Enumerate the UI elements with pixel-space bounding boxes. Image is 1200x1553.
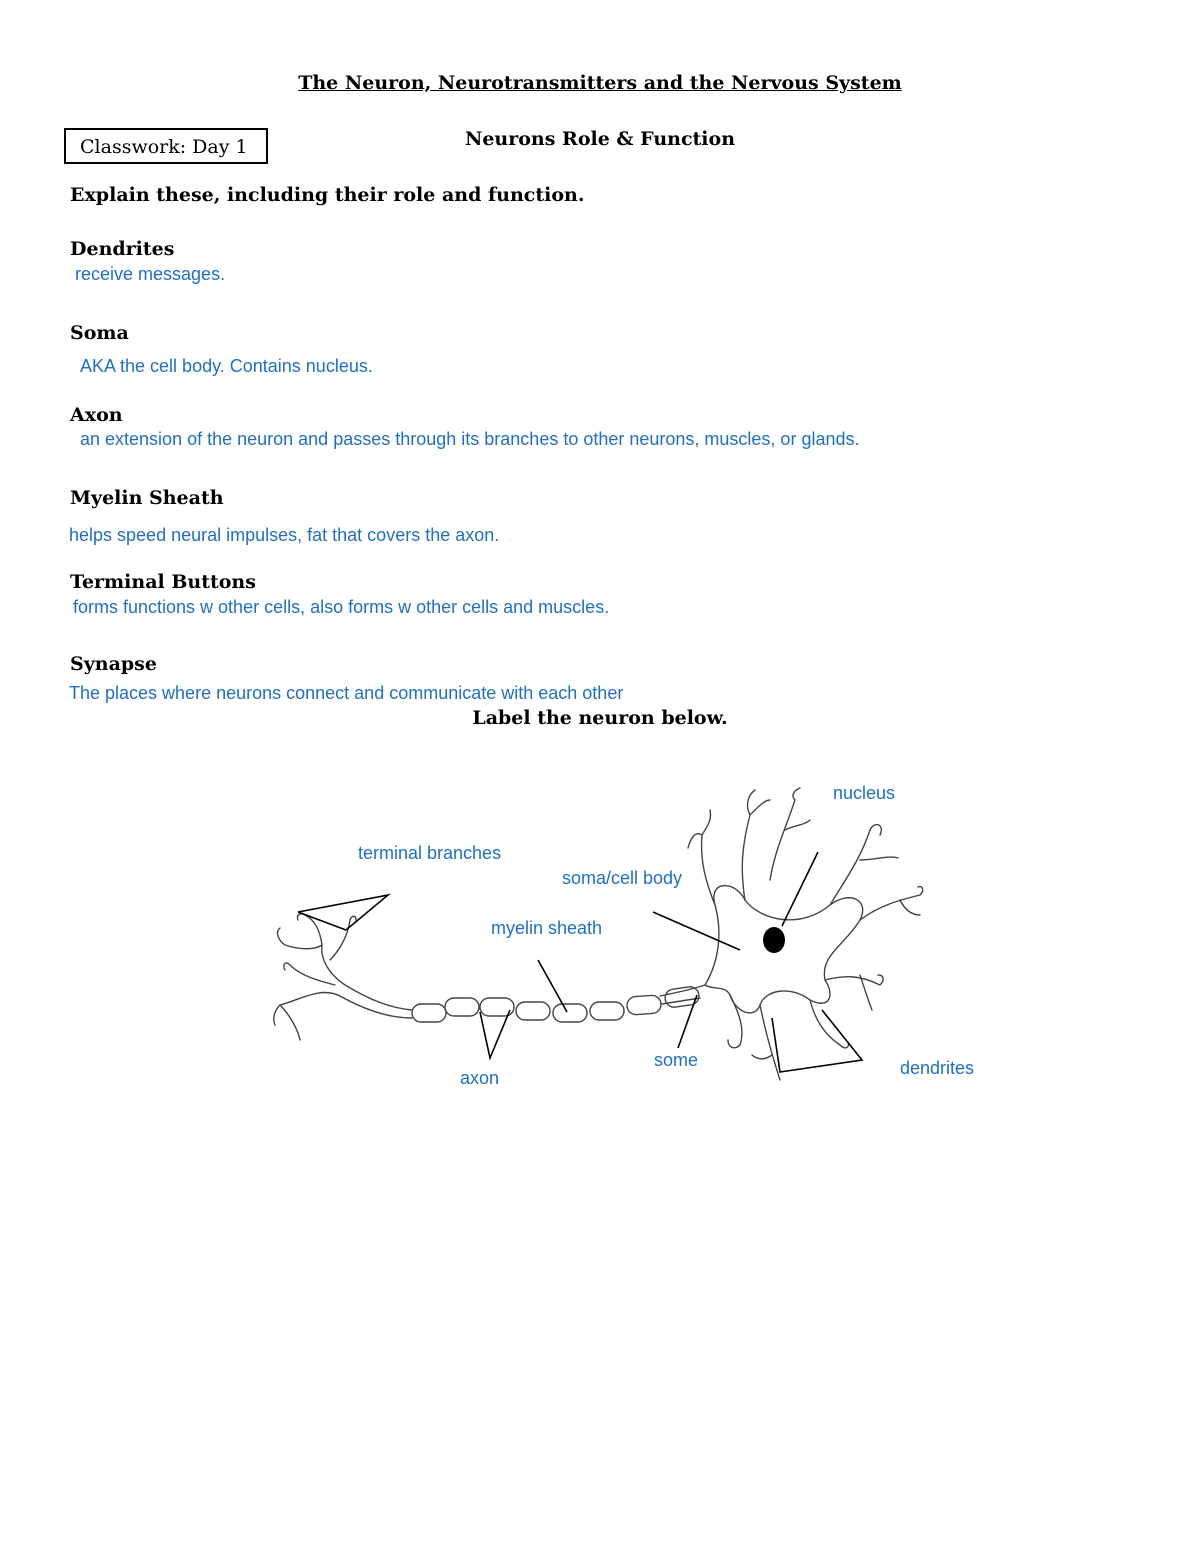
term-synapse: Synapse [70, 653, 157, 675]
label-terminal-branches: terminal branches [358, 843, 502, 863]
term-axon: Axon [70, 404, 123, 426]
page-title: The Neuron, Neurotransmitters and the Nervous System [298, 72, 902, 94]
answer-dendrites: receive messages. [75, 264, 226, 284]
term-myelin-sheath: Myelin Sheath [70, 487, 224, 509]
label-dendrites: dendrites [900, 1058, 975, 1078]
term-terminal-buttons: Terminal Buttons [70, 571, 256, 593]
label-some: some [654, 1050, 699, 1070]
answer-synapse: The places where neurons connect and communicate with each other [69, 683, 624, 703]
term-dendrites: Dendrites [70, 238, 175, 260]
answer-axon: an extension of the neuron and passes through its branches to other neurons, muscles, or glands. [80, 429, 860, 449]
answer-soma: AKA the cell body. Contains nucleus. [80, 356, 373, 376]
label-myelin-sheath: myelin sheath [491, 918, 603, 938]
answer-terminal-buttons: forms functions w other cells, also forms w other cells and muscles. [73, 597, 610, 617]
label-soma: soma/cell body [562, 868, 683, 888]
diagram-heading: Label the neuron below. [472, 707, 728, 729]
instruction: Explain these, including their role and function. [70, 184, 585, 206]
nucleus-shape [763, 927, 785, 953]
label-axon: axon [460, 1068, 500, 1088]
term-soma: Soma [70, 322, 129, 344]
classwork-box: Classwork: Day 1 [64, 128, 268, 164]
answer-myelin-sheath: helps speed neural impulses, fat that covers the axon. [69, 525, 500, 545]
section-subtitle: Neurons Role & Function [464, 128, 736, 150]
label-nucleus: nucleus [833, 783, 896, 803]
